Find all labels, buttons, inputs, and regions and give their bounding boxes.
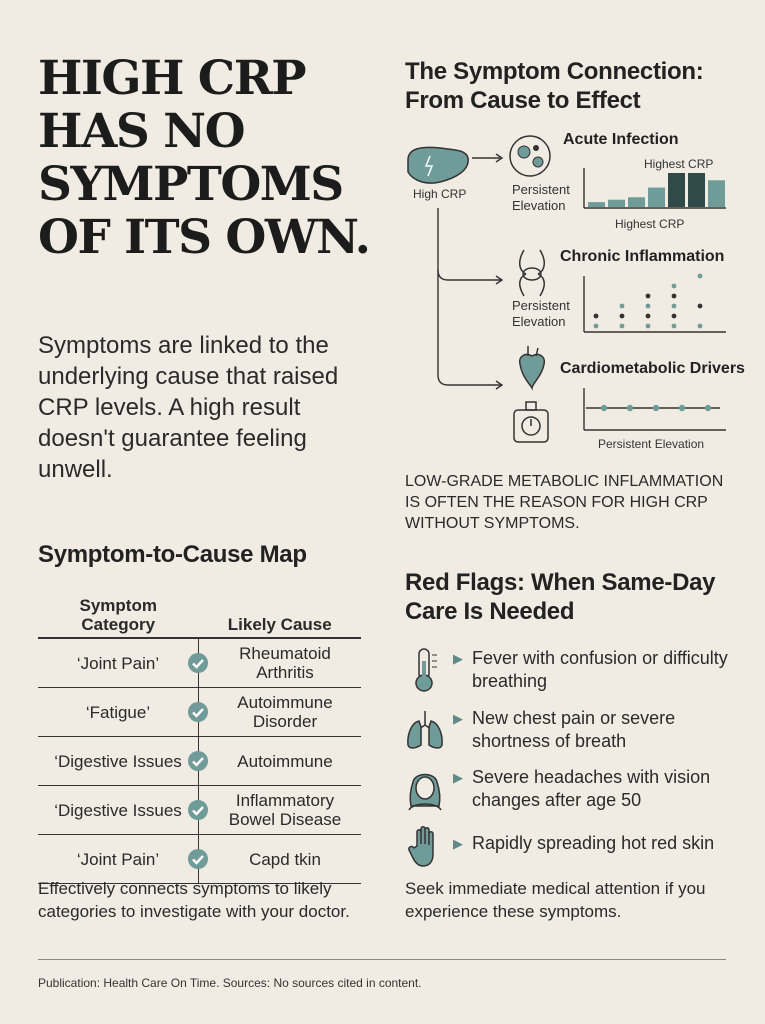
check-icon — [188, 702, 208, 722]
red-flags-title-line2: Care Is Needed — [405, 598, 575, 625]
symptom-cause-table — [38, 590, 361, 884]
scatter-point — [646, 294, 651, 299]
thermometer-icon — [405, 647, 445, 693]
heart-icon — [520, 346, 545, 388]
branch-sublabel-chronic: Persistent Elevation — [512, 298, 570, 329]
scatter-point — [594, 324, 599, 329]
scatter-point — [594, 314, 599, 319]
scatter-point — [620, 324, 625, 329]
symptom-cell: ‘Joint Pain’ — [76, 653, 160, 673]
cause-cell — [199, 638, 362, 688]
chronic-dots — [594, 274, 703, 329]
scatter-point — [672, 284, 677, 289]
scatter-point — [698, 274, 703, 279]
chart-axes — [584, 168, 726, 430]
connection-title-line1: The Symptom Connection: — [405, 58, 704, 85]
col-cause-header: Likely Cause — [199, 590, 362, 638]
scale-icon — [514, 402, 548, 442]
connection-title-line2: From Cause to Effect — [405, 87, 641, 114]
cause-cell — [199, 786, 362, 835]
joint-icon — [520, 250, 545, 296]
line-point — [627, 405, 633, 411]
line-point — [679, 405, 685, 411]
red-flag-text: Rapidly spreading hot red skin — [472, 833, 715, 853]
triangle-bullet-icon: ▶ — [453, 836, 463, 851]
check-icon — [188, 849, 208, 869]
red-flag-text: New chest pain or severe shortness of breath — [472, 708, 676, 751]
scatter-point — [672, 314, 677, 319]
red-flag-text: Severe headaches with vision changes after age 50 — [472, 767, 711, 810]
scatter-point — [698, 304, 703, 309]
bar — [588, 202, 605, 207]
line-point — [601, 405, 607, 411]
bar — [648, 188, 665, 207]
red-flag-text: Fever with confusion or difficulty breathing — [472, 648, 728, 691]
head-icon — [405, 766, 445, 812]
virus-icon — [510, 136, 550, 176]
scatter-point — [672, 304, 677, 309]
branch-title-cardio: Cardiometabolic Drivers — [560, 360, 745, 377]
cardio-line — [586, 405, 720, 411]
cause-text: Rheumatoid Arthritis — [239, 644, 331, 682]
cause-text: Capd tkin — [249, 849, 321, 869]
branch-sublabel-acute: Persistent Elevation — [512, 182, 570, 213]
symptom-cell: ‘Digestive Issues — [54, 800, 182, 820]
scatter-point — [646, 304, 651, 309]
chart-bottom-label-cardio: Persistent Elevation — [598, 437, 705, 451]
metabolic-note: LOW-GRADE METABOLIC INFLAMMATION IS OFTEN THE REASON FOR HIGH CRP WITHOUT SYMPTOMS. — [405, 473, 724, 532]
col-symptom-header-text: Symptom Category — [79, 596, 157, 634]
check-icon — [188, 800, 208, 820]
lead-paragraph: Symptoms are linked to the underlying cause that raised CRP levels. A high result doesn't guarantee feeling unwell. — [38, 332, 339, 483]
cause-cell — [199, 688, 362, 737]
cause-text: Autoimmune — [237, 751, 333, 771]
branch-title-chronic: Chronic Inflammation — [560, 248, 725, 265]
table-row — [38, 638, 361, 688]
scatter-point — [620, 314, 625, 319]
line-point — [705, 405, 711, 411]
scatter-point — [672, 324, 677, 329]
cause-text: Autoimmune Disorder — [237, 693, 333, 731]
col-symptom-header — [38, 590, 199, 638]
acute-bars — [588, 173, 725, 207]
scatter-point — [698, 324, 703, 329]
cause-text: Inflammatory Bowel Disease — [228, 791, 342, 829]
map-title: Symptom-to-Cause Map — [38, 541, 307, 568]
red-flags-footnote: Seek immediate medical attention if you experience these symptoms. — [405, 879, 706, 921]
scatter-point — [646, 324, 651, 329]
symptom-cell: ‘Digestive Issues — [54, 751, 182, 771]
connection-title — [405, 57, 703, 115]
chart-top-label: Highest CRP — [644, 157, 714, 171]
source-label: High CRP — [413, 187, 467, 201]
divider — [38, 959, 726, 960]
table-row — [38, 737, 361, 786]
branch-title-acute: Acute Infection — [563, 131, 679, 148]
scatter-point — [620, 304, 625, 309]
bar — [688, 173, 705, 207]
map-footnote: Effectively connects symptoms to likely categories to investigate with your doctor. — [38, 879, 350, 921]
hand-icon — [405, 824, 445, 870]
scatter-point — [672, 294, 677, 299]
headline: HIGH CRP HAS NO SYMPTOMS OF ITS OWN. — [38, 51, 370, 265]
chart-bottom-label: Highest CRP — [615, 217, 685, 231]
table-row — [38, 688, 361, 737]
scatter-point — [646, 314, 651, 319]
liver-icon — [408, 147, 468, 183]
bar — [628, 197, 645, 207]
bar — [608, 200, 625, 207]
red-flags-title-line1: Red Flags: When Same-Day — [405, 569, 716, 596]
check-icon — [188, 751, 208, 771]
check-icon — [188, 653, 208, 673]
symptom-cell: ‘Joint Pain’ — [76, 849, 160, 869]
bar — [708, 180, 725, 207]
triangle-bullet-icon: ▶ — [453, 711, 463, 726]
symptom-cell: ‘Fatigue’ — [85, 702, 151, 722]
cause-cell — [199, 737, 362, 786]
line-point — [653, 405, 659, 411]
triangle-bullet-icon: ▶ — [453, 651, 463, 666]
bar — [668, 173, 685, 207]
lungs-icon — [405, 707, 445, 753]
publication-line: Publication: Health Care On Time. Sources: No sources cited in content. — [38, 976, 422, 990]
table-row — [38, 786, 361, 835]
red-flags-title — [405, 568, 715, 626]
triangle-bullet-icon: ▶ — [453, 770, 463, 785]
